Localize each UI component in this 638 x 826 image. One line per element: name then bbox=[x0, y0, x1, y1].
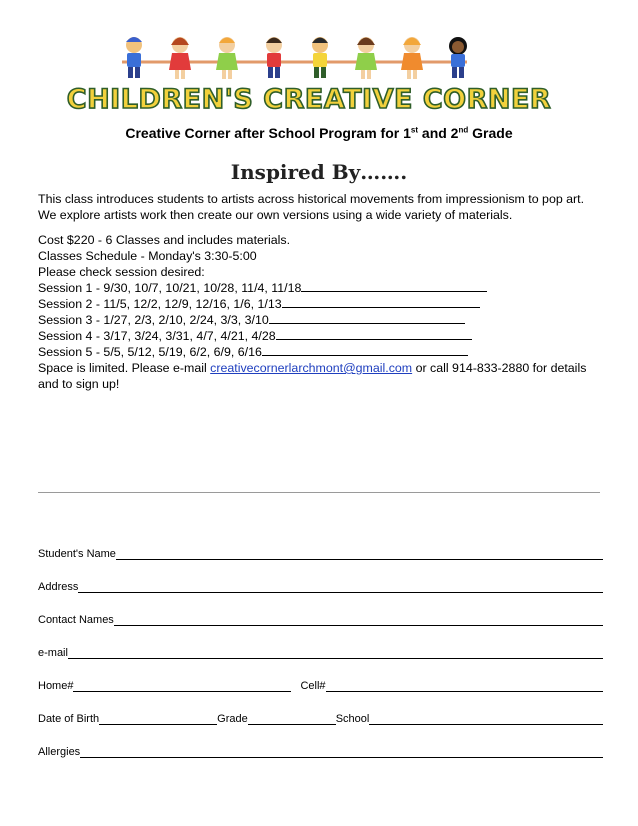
section-divider bbox=[38, 492, 600, 493]
student-name-row bbox=[38, 547, 603, 560]
cell-phone-label: Cell# bbox=[300, 680, 326, 692]
contact-names-label: Contact Names bbox=[38, 614, 114, 626]
address-row bbox=[38, 580, 603, 593]
session-row[interactable] bbox=[38, 344, 598, 360]
logo-wordmark: CHILDREN'S CREATIVE CORNER bbox=[66, 84, 552, 115]
schedule-line: Classes Schedule - Monday's 3:30-5:00 bbox=[38, 249, 257, 263]
address-label: Address bbox=[38, 581, 79, 593]
email-field[interactable] bbox=[68, 648, 603, 659]
home-phone-field[interactable] bbox=[73, 681, 291, 692]
session-label: Session 3 - 1/27, 2/3, 2/10, 2/24, 3/3, 3/10 bbox=[38, 313, 269, 327]
subtitle-text: Creative Corner after School Program for 1 bbox=[125, 125, 411, 141]
contact-text-end: or call 914-833-2880 for details and to sign up! bbox=[38, 361, 587, 391]
subtitle-sup-st: st bbox=[410, 125, 419, 135]
session-row[interactable] bbox=[38, 296, 598, 312]
registration-form bbox=[38, 547, 603, 778]
contact-text: Space is limited. Please e-mail bbox=[38, 361, 211, 375]
check-instruction: Please check session desired: bbox=[38, 265, 205, 279]
session-checkline[interactable] bbox=[301, 280, 487, 292]
program-subtitle bbox=[0, 125, 638, 141]
session-checkline[interactable] bbox=[269, 312, 465, 324]
phone-row bbox=[38, 679, 603, 692]
cell-phone-field[interactable] bbox=[326, 681, 603, 692]
session-row[interactable] bbox=[38, 280, 598, 296]
allergies-row bbox=[38, 745, 603, 758]
grade-label: Grade bbox=[217, 713, 248, 725]
session-label: Session 1 - 9/30, 10/7, 10/21, 10/28, 11/4, 11/18 bbox=[38, 281, 302, 295]
allergies-field[interactable] bbox=[80, 747, 603, 758]
school-label: School bbox=[335, 713, 370, 725]
student-name-label: Student's Name bbox=[38, 548, 116, 560]
session-checkline[interactable] bbox=[282, 296, 480, 308]
student-name-field[interactable] bbox=[116, 549, 603, 560]
session-label: Session 4 - 3/17, 3/24, 3/31, 4/7, 4/21, 4/28 bbox=[38, 329, 276, 343]
childrens-creative-corner-logo bbox=[62, 36, 556, 122]
session-label: Session 2 - 11/5, 12/2, 12/9, 12/16, 1/6, 1/13 bbox=[38, 297, 282, 311]
dob-grade-school-row bbox=[38, 712, 603, 725]
school-field[interactable] bbox=[369, 714, 603, 725]
subtitle-text-mid: and 2 bbox=[418, 125, 459, 141]
dob-label: Date of Birth bbox=[38, 713, 100, 725]
session-row[interactable] bbox=[38, 312, 598, 328]
children-holding-hands-illustration bbox=[122, 37, 467, 79]
allergies-label: Allergies bbox=[38, 746, 81, 758]
page-title: Inspired By……. bbox=[230, 160, 408, 184]
intro-paragraph: This class introduces students to artists across historical movements from impressionism to pop art. We explore artists work then create our own versions using a wide variety of materials. bbox=[38, 192, 585, 222]
dob-field[interactable] bbox=[99, 714, 217, 725]
contact-paragraph bbox=[38, 360, 598, 392]
contact-names-row bbox=[38, 613, 603, 626]
session-checkline[interactable] bbox=[276, 328, 472, 340]
subtitle-sup-nd: nd bbox=[458, 125, 469, 135]
email-row bbox=[38, 646, 603, 659]
email-label: e-mail bbox=[38, 647, 68, 659]
home-phone-label: Home# bbox=[38, 680, 74, 692]
email-link[interactable]: creativecornerlarchmont@gmail.com bbox=[210, 361, 413, 375]
address-field[interactable] bbox=[78, 582, 603, 593]
contact-names-field[interactable] bbox=[114, 615, 603, 626]
program-description bbox=[38, 191, 598, 392]
session-label: Session 5 - 5/5, 5/12, 5/19, 6/2, 6/9, 6/16 bbox=[38, 345, 262, 359]
subtitle-text-end: Grade bbox=[468, 125, 513, 141]
session-checkline[interactable] bbox=[262, 344, 468, 356]
session-row[interactable] bbox=[38, 328, 598, 344]
cost-line: Cost $220 - 6 Classes and includes materials. bbox=[38, 233, 291, 247]
grade-field[interactable] bbox=[248, 714, 336, 725]
